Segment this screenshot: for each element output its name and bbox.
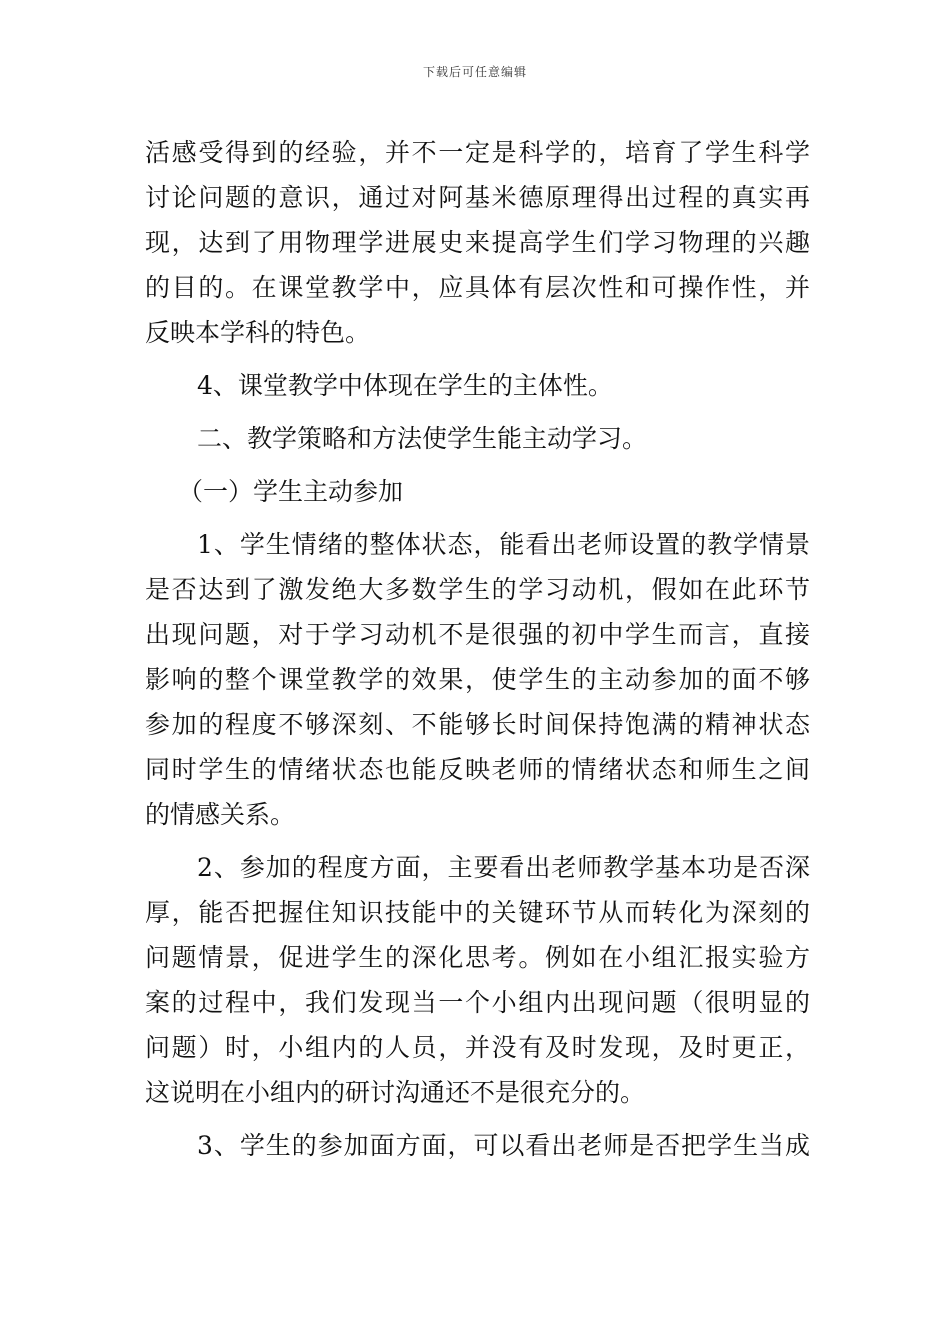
text-line: 影响的整个课堂教学的效果，使学生的主动参加的面不够 xyxy=(145,665,810,694)
text-line: 活感受得到的经验，并不一定是科学的，培育了学生科学 xyxy=(145,138,810,167)
paragraph-line: 2、参加的程度方面，主要看出老师教学基本功是否深 xyxy=(197,853,810,882)
text-line: 反映本学科的特色。 xyxy=(145,318,371,347)
section-heading: 二、教学策略和方法使学生能主动学习。 xyxy=(197,424,648,453)
text-line: 厚，能否把握住知识技能中的关键环节从而转化为深刻的 xyxy=(145,898,810,927)
text-line: 现，达到了用物理学进展史来提高学生们学习物理的兴趣 xyxy=(145,228,810,257)
text-line: 出现问题，对于学习动机不是很强的初中学生而言，直接 xyxy=(145,620,810,649)
text-line: 讨论问题的意识，通过对阿基米德原理得出过程的真实再 xyxy=(145,183,810,212)
text-line: 的目的。在课堂教学中，应具体有层次性和可操作性，并 xyxy=(145,273,810,302)
text-line: 问题）时，小组内的人员，并没有及时发现，及时更正， xyxy=(145,1033,810,1062)
text-line: 这说明在小组内的研讨沟通还不是很充分的。 xyxy=(145,1078,646,1107)
page-header: 下载后可任意编辑 xyxy=(422,65,527,79)
document-body xyxy=(145,130,810,1168)
text-line: 同时学生的情绪状态也能反映老师的情绪状态和师生之间 xyxy=(145,755,810,784)
text-line: 的情感关系。 xyxy=(145,800,296,829)
text-line: 参加的程度不够深刻、不能够长时间保持饱满的精神状态 xyxy=(145,710,810,739)
text-line: 是否达到了激发绝大多数学生的学习动机，假如在此环节 xyxy=(145,575,810,604)
text-line: 问题情景，促进学生的深化思考。例如在小组汇报实验方 xyxy=(145,943,810,972)
text-line: 案的过程中，我们发现当一个小组内出现问题（很明显的 xyxy=(145,988,810,1017)
paragraph-line: 4、课堂教学中体现在学生的主体性。 xyxy=(197,371,613,400)
paragraph-line: 3、学生的参加面方面，可以看出老师是否把学生当成 xyxy=(197,1131,810,1160)
paragraph-line: 1、学生情绪的整体状态，能看出老师设置的教学情景 xyxy=(197,530,810,559)
subsection-heading: （一）学生主动参加 xyxy=(178,477,404,506)
